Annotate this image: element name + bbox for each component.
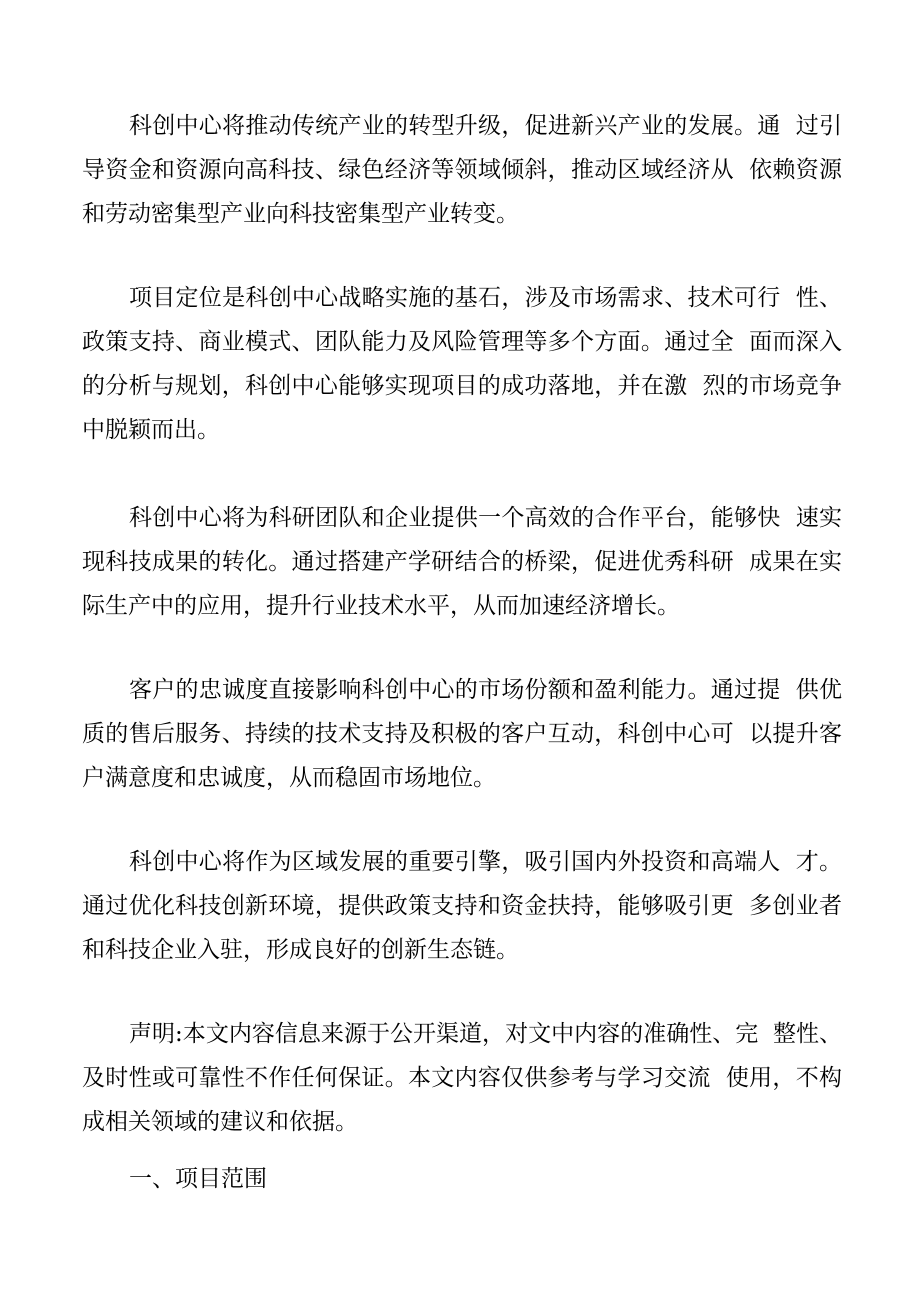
text-line: 现科技成果的转化。通过搭建产学研结合的桥梁，促进优秀科研 成果在实: [82, 549, 842, 575]
text-line: 导资金和资源向高科技、绿色经济等领域倾斜，推动区域经济从 依赖资源: [82, 157, 842, 183]
text-line: 户满意度和忠诚度，从而稳固市场地位。: [82, 765, 496, 791]
text-line: 科创中心将推动传统产业的转型升级，促进新兴产业的发展。通 过引: [129, 113, 842, 139]
text-line: 的分析与规划，科创中心能够实现项目的成功落地，并在激 烈的市场竞争: [82, 373, 842, 399]
text-line: 声明:本文内容信息来源于公开渠道，对文中内容的准确性、完 整性、: [129, 1021, 842, 1047]
text-line: 和劳动密集型产业向科技密集型产业转变。: [82, 201, 519, 227]
paragraph-disclaimer: [82, 1012, 842, 1144]
text-line: 和科技企业入驻，形成良好的创新生态链。: [82, 937, 519, 963]
text-line: 通过优化科技创新环境，提供政策支持和资金扶持，能够吸引更 多创业者: [82, 893, 842, 919]
text-line: 科创中心将为科研团队和企业提供一个高效的合作平台，能够快 速实: [129, 505, 842, 531]
text-line: 成相关领域的建议和依据。: [82, 1109, 358, 1135]
paragraph-regional-engine: [82, 840, 842, 972]
text-line: 客户的忠诚度直接影响科创中心的市场份额和盈利能力。通过提 供优: [129, 677, 842, 703]
text-line: 政策支持、商业模式、团队能力及风险管理等多个方面。通过全 面而深入: [82, 329, 842, 355]
text-line: 项目定位是科创中心战略实施的基石，涉及市场需求、技术可行 性、: [129, 285, 842, 311]
text-line: 科创中心将作为区域发展的重要引擎，吸引国内外投资和高端人 才。: [129, 849, 842, 875]
text-line: 及时性或可靠性不作任何保证。本文内容仅供参考与学习交流 使用，不构: [82, 1065, 842, 1091]
paragraph-cooperation-platform: [82, 496, 842, 628]
paragraph-customer-loyalty: [82, 668, 842, 800]
paragraph-industry-upgrade: [82, 104, 842, 236]
paragraph-project-positioning: [82, 276, 842, 452]
text-line: 中脱颖而出。: [82, 417, 220, 443]
text-line: 际生产中的应用，提升行业技术水平，从而加速经济增长。: [82, 593, 680, 619]
section-heading: 一、项目范围: [129, 1166, 267, 1192]
text-line: 质的售后服务、持续的技术支持及积极的客户互动，科创中心可 以提升客: [82, 721, 842, 747]
